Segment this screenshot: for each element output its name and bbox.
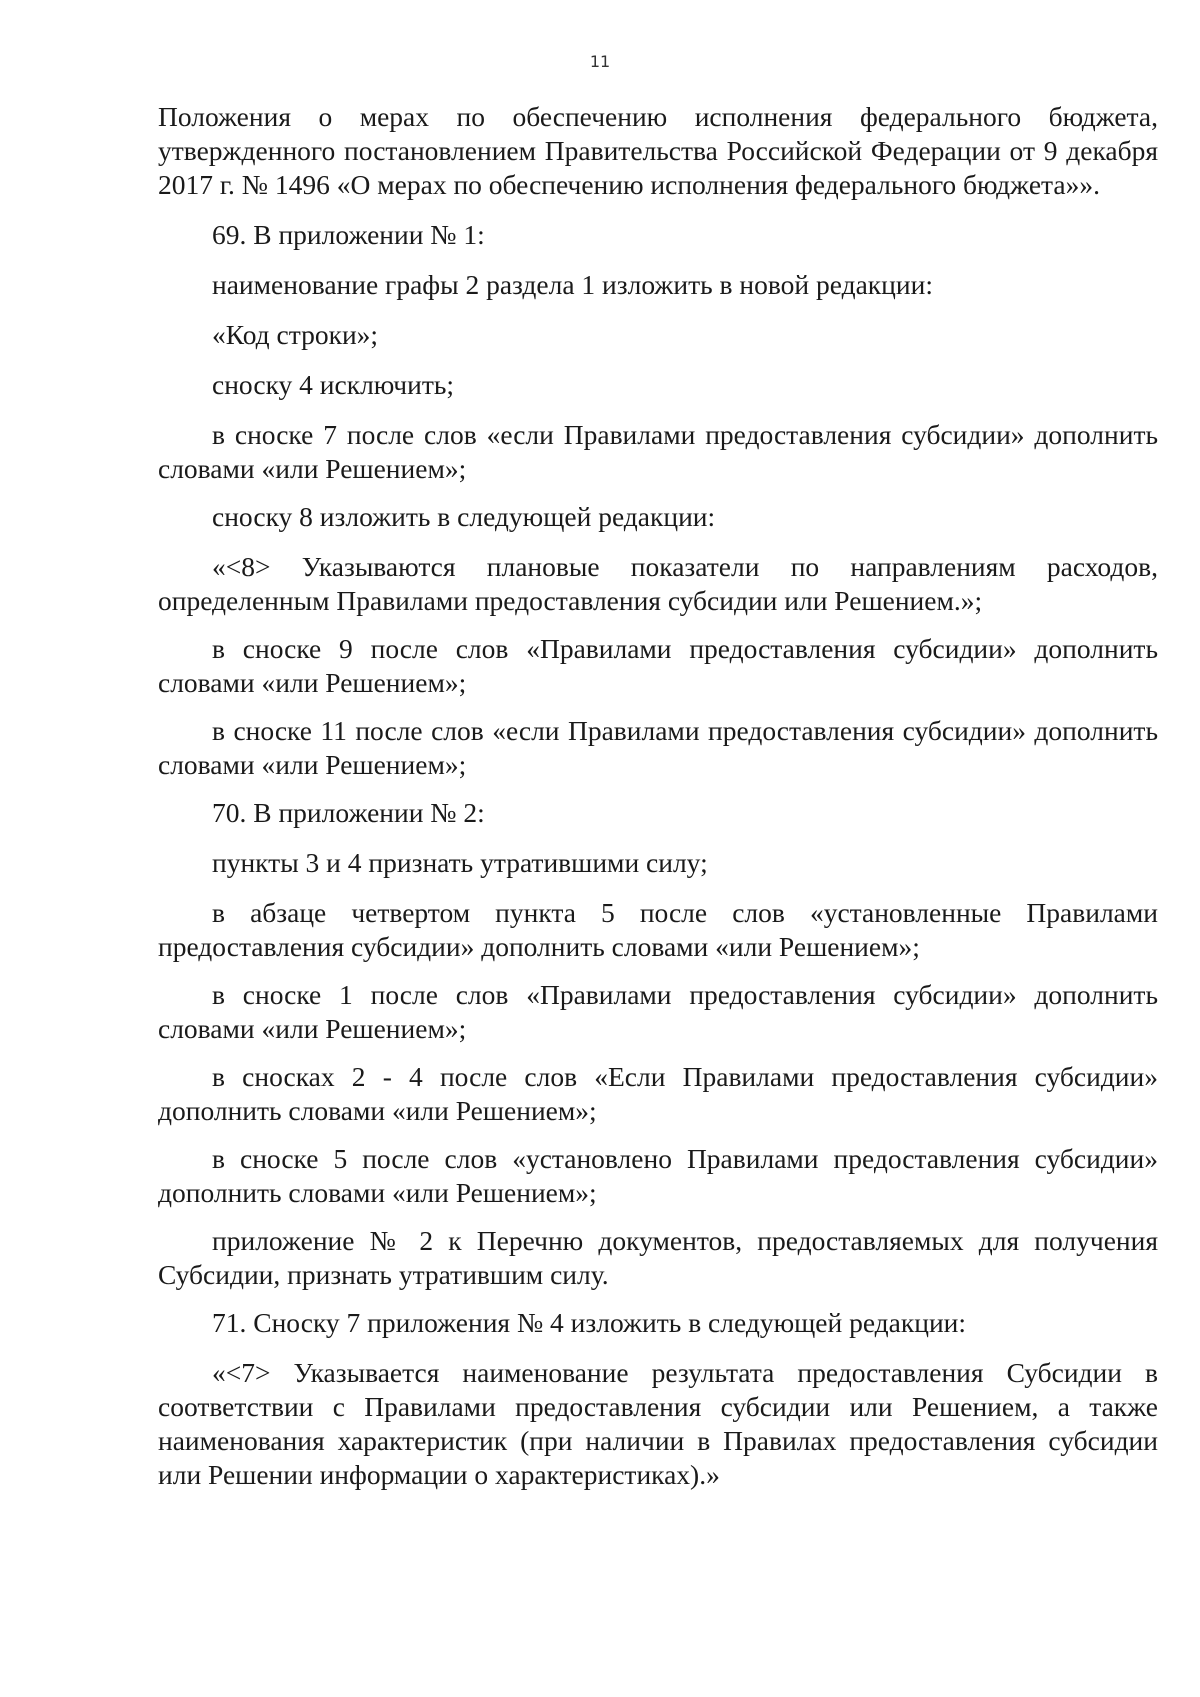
paragraph: в сносках 2 - 4 после слов «Если Правилами предоставления субсидии» дополнить словами «или Решением»;	[158, 1061, 1158, 1126]
paragraph: в сноске 5 после слов «установлено Правилами предоставления субсидии» дополнить словами «или Решением»;	[158, 1143, 1158, 1208]
paragraph: в сноске 1 после слов «Правилами предоставления субсидии» дополнить словами «или Решением»;	[158, 979, 1158, 1044]
paragraph: сноску 4 исключить;	[212, 369, 455, 400]
paragraph: сноску 8 изложить в следующей редакции:	[212, 501, 716, 532]
paragraph: наименование графы 2 раздела 1 изложить в новой редакции:	[212, 269, 933, 300]
paragraph: в сноске 11 после слов «если Правилами предоставления субсидии» дополнить словами «или Решением»;	[158, 715, 1158, 780]
paragraph: «<7> Указывается наименование результата предоставления Субсидии в соответствии с Правилами предоставления субсидии или Решением, а также наименования характеристик (при наличии в Правилах предоставления субсидии или Решении информации о характеристиках).»	[158, 1357, 1158, 1490]
paragraph-continuation: Положения о мерах по обеспечению исполнения федерального бюджета, утвержденного постановлением Правительства Российской Федерации от 9 декабря 2017 г. № 1496 «О мерах по обеспечению исполнения федерального бюджета»».	[158, 101, 1158, 200]
paragraph-item-71-heading: 71. Сноску 7 приложения № 4 изложить в следующей редакции:	[212, 1307, 967, 1338]
paragraph: «Код строки»;	[212, 319, 379, 350]
paragraph: в сноске 9 после слов «Правилами предоставления субсидии» дополнить словами «или Решением»;	[158, 633, 1158, 698]
paragraph: «<8> Указываются плановые показатели по направлениям расходов, определенным Правилами предоставления субсидии или Решением.»;	[158, 551, 1158, 616]
paragraph: в абзаце четвертом пункта 5 после слов «установленные Правилами предоставления субсидии» дополнить словами «или Решением»;	[158, 897, 1158, 962]
paragraph: в сноске 7 после слов «если Правилами предоставления субсидии» дополнить словами «или Решением»;	[158, 419, 1158, 484]
paragraph-item-70-heading: 70. В приложении № 2:	[212, 797, 485, 828]
paragraph: пункты 3 и 4 признать утратившими силу;	[212, 847, 708, 878]
document-body	[158, 100, 1158, 1506]
paragraph-item-69-heading: 69. В приложении № 1:	[212, 219, 485, 250]
paragraph: приложение № 2 к Перечню документов, предоставляемых для получения Субсидии, признать утратившим силу.	[158, 1225, 1158, 1290]
page-number: 11	[589, 52, 611, 71]
